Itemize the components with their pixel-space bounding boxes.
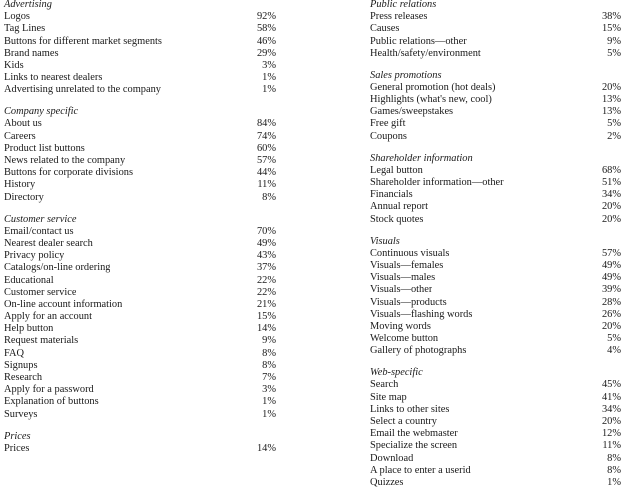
row-label: Signups — [4, 359, 38, 371]
row-label: Download — [370, 452, 414, 464]
row-label: Welcome button — [370, 333, 439, 345]
section-title: Prices — [4, 430, 31, 442]
row-label: Moving words — [370, 320, 431, 332]
table-row — [4, 335, 276, 347]
row-label: Customer service — [4, 286, 77, 298]
section-title: Web-specific — [370, 367, 423, 379]
row-value: 28% — [601, 296, 621, 308]
table-row — [4, 323, 276, 335]
table-row — [4, 443, 276, 455]
row-value: 1% — [262, 396, 276, 408]
row-label: Catalogs/on-line ordering — [4, 262, 111, 274]
row-value: 11% — [257, 179, 276, 191]
section-advertising — [4, 0, 276, 97]
table-row — [370, 189, 621, 201]
row-value: 84% — [256, 118, 276, 130]
table-row — [4, 60, 276, 72]
table-row — [4, 179, 276, 191]
table-row — [370, 404, 621, 416]
row-label: Research — [4, 372, 43, 384]
row-label: Causes — [370, 23, 400, 35]
table-row — [370, 297, 621, 309]
row-label: Games/sweepstakes — [370, 106, 454, 118]
row-value: 1% — [262, 72, 276, 84]
row-value: 22% — [256, 274, 276, 286]
table-row — [4, 143, 276, 155]
table-row — [4, 360, 276, 372]
row-value: 7% — [262, 372, 276, 384]
row-value: 15% — [601, 23, 621, 35]
row-label: Highlights (what's new, cool) — [370, 94, 492, 106]
row-label: Logos — [4, 11, 30, 23]
row-label: Site map — [370, 391, 407, 403]
row-value: 9% — [262, 335, 276, 347]
table-row — [370, 36, 621, 48]
section-public-relations — [370, 0, 621, 60]
table-row — [370, 272, 621, 284]
table-row — [4, 72, 276, 84]
table-row — [370, 309, 621, 321]
row-label: Links to nearest dealers — [4, 72, 103, 84]
row-label: Brand names — [4, 47, 59, 59]
row-value: 21% — [256, 298, 276, 310]
section-title: Public relations — [370, 0, 437, 10]
row-value: 57% — [601, 247, 621, 259]
row-label: Specialize the screen — [370, 440, 458, 452]
table-row — [4, 167, 276, 179]
row-value: 8% — [262, 359, 276, 371]
section-title: Visuals — [370, 235, 400, 247]
row-value: 26% — [601, 308, 621, 320]
row-value: 37% — [256, 262, 276, 274]
table-row — [4, 238, 276, 250]
table-row — [370, 82, 621, 94]
row-value: 14% — [256, 442, 276, 454]
row-value: 20% — [601, 213, 621, 225]
row-value: 11% — [602, 440, 621, 452]
row-label: Select a country — [370, 416, 437, 427]
row-label: Product list buttons — [4, 142, 85, 154]
table-row — [4, 396, 276, 408]
table-row — [370, 392, 621, 404]
row-value: 20% — [601, 81, 621, 93]
row-label: Annual report — [370, 201, 428, 213]
table-row — [4, 299, 276, 311]
row-value: 51% — [601, 177, 621, 189]
row-value: 1% — [262, 84, 276, 96]
row-label: Advertising unrelated to the company — [4, 84, 161, 96]
row-label: About us — [4, 118, 42, 130]
table-row — [4, 226, 276, 238]
left-column — [4, 0, 276, 465]
row-label: A place to enter a userid — [370, 464, 471, 476]
table-row — [370, 165, 621, 177]
table-row — [370, 201, 621, 213]
table-row — [4, 250, 276, 262]
table-row — [370, 477, 621, 489]
table-row — [370, 321, 621, 333]
row-label: Free gift — [370, 118, 406, 130]
table-row — [370, 118, 621, 130]
section-title: Shareholder information — [370, 152, 473, 164]
row-value: 39% — [601, 284, 621, 296]
table-row — [4, 275, 276, 287]
row-label: Gallery of photographs — [370, 345, 467, 357]
row-label: Kids — [4, 59, 24, 71]
table-row — [370, 94, 621, 106]
row-value: 5% — [607, 47, 621, 59]
row-value: 43% — [256, 250, 276, 262]
section-visuals — [370, 236, 621, 358]
row-label: Visuals—products — [370, 296, 447, 308]
row-value: 70% — [256, 225, 276, 237]
row-label: Health/safety/environment — [370, 47, 481, 59]
table-row — [4, 131, 276, 143]
row-label: Surveys — [4, 408, 38, 420]
row-value: 58% — [256, 23, 276, 35]
row-label: Coupons — [370, 130, 407, 142]
row-value: 2% — [607, 130, 621, 142]
row-value: 14% — [256, 323, 276, 335]
row-value: 44% — [256, 167, 276, 179]
table-row — [370, 333, 621, 345]
row-label: Visuals—flashing words — [370, 308, 473, 320]
row-value: 12% — [601, 428, 621, 440]
row-value: 29% — [256, 47, 276, 59]
row-value: 49% — [256, 237, 276, 249]
row-label: General promotion (hot deals) — [370, 81, 496, 93]
row-value: 13% — [601, 94, 621, 106]
row-value: 15% — [256, 311, 276, 323]
row-label: Buttons for different market segments — [4, 35, 162, 47]
section-sales-promotions — [370, 70, 621, 143]
row-label: Public relations—other — [370, 35, 467, 47]
row-label: Quizzes — [370, 476, 404, 488]
table-row — [370, 453, 621, 465]
row-label: Email/contact us — [4, 225, 74, 237]
section-prices — [4, 431, 276, 455]
right-column — [370, 0, 621, 499]
row-value: 49% — [601, 272, 621, 284]
row-label: Links to other sites — [370, 403, 450, 415]
row-value: 34% — [601, 403, 621, 415]
section-title: Customer service — [4, 213, 77, 225]
table-row — [370, 416, 621, 428]
table-row — [4, 23, 276, 35]
row-label: Apply for a password — [4, 384, 94, 396]
row-label: Email the webmaster — [370, 428, 458, 440]
row-label: FAQ — [4, 347, 25, 359]
table-row — [4, 287, 276, 299]
table-row — [370, 428, 621, 440]
row-label: Buttons for corporate divisions — [4, 167, 134, 179]
row-value: 8% — [262, 191, 276, 203]
row-value: 41% — [601, 391, 621, 403]
table-row — [370, 177, 621, 189]
table-row — [4, 384, 276, 396]
row-value: 68% — [601, 164, 621, 176]
table-row — [4, 372, 276, 384]
table-row — [4, 409, 276, 421]
table-row — [370, 440, 621, 452]
section-customer-service — [4, 214, 276, 421]
row-value: 8% — [262, 347, 276, 359]
row-value: 46% — [256, 35, 276, 47]
row-value: 49% — [601, 259, 621, 271]
row-label: Legal button — [370, 164, 423, 176]
table-row — [370, 345, 621, 357]
row-label: Shareholder information—other — [370, 177, 504, 189]
table-row — [4, 348, 276, 360]
row-value: 1% — [607, 476, 621, 488]
section-shareholder-information — [370, 153, 621, 226]
table-row — [370, 248, 621, 260]
table-row — [370, 23, 621, 35]
table-row — [370, 11, 621, 23]
row-label: Educational — [4, 274, 54, 286]
row-value: 38% — [601, 11, 621, 23]
row-value: 45% — [601, 379, 621, 391]
table-row — [370, 379, 621, 391]
row-label: Visuals—other — [370, 284, 433, 296]
table-row — [4, 262, 276, 274]
row-value: 4% — [607, 345, 621, 357]
table-row — [370, 131, 621, 143]
section-title: Sales promotions — [370, 69, 442, 81]
row-label: Nearest dealer search — [4, 237, 93, 249]
row-value: 60% — [256, 142, 276, 154]
row-label: Help button — [4, 323, 54, 335]
row-label: Explanation of buttons — [4, 396, 99, 408]
row-label: Apply for an account — [4, 311, 93, 323]
table-row — [4, 84, 276, 96]
table-row — [370, 260, 621, 272]
section-title: Company specific — [4, 106, 79, 118]
row-label: Prices — [4, 442, 30, 454]
section-company-specific — [4, 106, 276, 204]
row-label: Tag Lines — [4, 23, 46, 35]
row-label: History — [4, 179, 36, 191]
row-label: Financials — [370, 189, 413, 201]
row-value: 3% — [262, 59, 276, 71]
row-label: Visuals—males — [370, 272, 436, 284]
row-label: Visuals—females — [370, 259, 444, 271]
section-title: Advertising — [4, 0, 52, 10]
table-row — [4, 118, 276, 130]
row-label: Directory — [4, 191, 44, 203]
table-row — [370, 214, 621, 226]
row-value: 20% — [601, 416, 621, 427]
table-row — [4, 11, 276, 23]
row-label: Continuous visuals — [370, 247, 450, 259]
row-label: Press releases — [370, 11, 428, 23]
row-label: Search — [370, 379, 399, 391]
row-value: 92% — [256, 11, 276, 23]
row-value: 9% — [607, 35, 621, 47]
table-row — [370, 465, 621, 477]
row-value: 3% — [262, 384, 276, 396]
row-value: 20% — [601, 201, 621, 213]
row-value: 22% — [256, 286, 276, 298]
table-row — [4, 192, 276, 204]
table-row — [4, 311, 276, 323]
row-value: 5% — [607, 333, 621, 345]
row-label: Privacy policy — [4, 250, 65, 262]
row-value: 13% — [601, 106, 621, 118]
row-value: 34% — [601, 189, 621, 201]
row-value: 8% — [607, 452, 621, 464]
row-label: Stock quotes — [370, 213, 424, 225]
row-label: Careers — [4, 130, 36, 142]
row-value: 74% — [256, 130, 276, 142]
row-label: On-line account information — [4, 298, 123, 310]
row-value: 8% — [607, 464, 621, 476]
row-label: Request materials — [4, 335, 79, 347]
row-value: 5% — [607, 118, 621, 130]
row-value: 57% — [256, 155, 276, 167]
table-row — [4, 155, 276, 167]
row-value: 1% — [262, 408, 276, 420]
table-row — [370, 284, 621, 296]
section-web-specific — [370, 367, 621, 489]
table-row — [370, 106, 621, 118]
table-row — [370, 48, 621, 60]
table-row — [4, 36, 276, 48]
table-row — [4, 48, 276, 60]
row-value: 20% — [601, 320, 621, 332]
row-label: News related to the company — [4, 155, 126, 167]
